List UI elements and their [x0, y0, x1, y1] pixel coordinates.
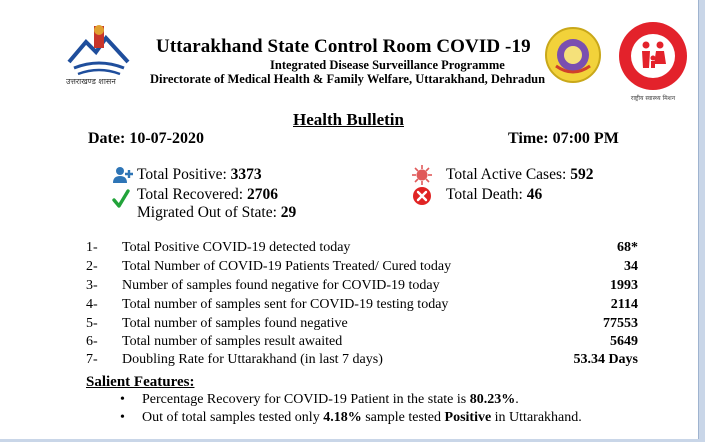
virus-icon — [411, 164, 433, 186]
migrated-out: Migrated Out of State: 29 — [137, 204, 297, 221]
nhm-logo — [616, 18, 690, 102]
stat-row: 6- Total number of samples result awaited 5649 — [86, 334, 638, 349]
total-death: Total Death: 46 — [446, 186, 543, 203]
bulletin-time: Time: 07:00 PM — [508, 130, 619, 147]
bullet-icon: • — [120, 392, 125, 407]
stat-row: 3- Number of samples found negative for COVID-19 today 1993 — [86, 278, 638, 293]
total-positive: Total Positive: 3373 — [137, 166, 262, 183]
stat-row: 4- Total number of samples sent for COVID-19 testing today 2114 — [86, 297, 638, 312]
window-frame-right — [698, 0, 705, 442]
total-active-cases: Total Active Cases: 592 — [446, 166, 594, 183]
subtitle-directorate: Directorate of Medical Health & Family Welfare, Uttarakhand, Dehradun — [150, 72, 546, 86]
bulletin-date: Date: 10-07-2020 — [88, 130, 204, 147]
stat-row: 1- Total Positive COVID-19 detected today 68* — [86, 240, 638, 255]
stat-row: 2- Total Number of COVID-19 Patients Treated/ Cured today 34 — [86, 259, 638, 274]
page-title: Uttarakhand State Control Room COVID -19 — [156, 36, 531, 57]
add-person-icon — [112, 166, 134, 184]
bullet-icon: • — [120, 410, 125, 425]
cross-circle-icon — [412, 186, 432, 206]
total-recovered: Total Recovered: 2706 — [137, 186, 278, 203]
salient-features-heading: Salient Features: — [86, 374, 195, 390]
subtitle-idsp: Integrated Disease Surveillance Programme — [270, 58, 505, 72]
left-logo-caption: उत्तराखण्ड शासन — [66, 77, 116, 86]
stat-row: 5- Total number of samples found negative 77553 — [86, 316, 638, 331]
bulletin-heading: Health Bulletin — [293, 110, 404, 129]
stat-row: 7- Doubling Rate for Uttarakhand (in last 7 days) 53.34 Days — [86, 352, 638, 367]
checkmark-icon — [112, 189, 130, 209]
svg-text:राष्ट्रीय स्वास्थ्य मिशन: राष्ट्रीय स्वास्थ्य मिशन — [630, 95, 676, 102]
idsp-logo — [544, 26, 602, 84]
